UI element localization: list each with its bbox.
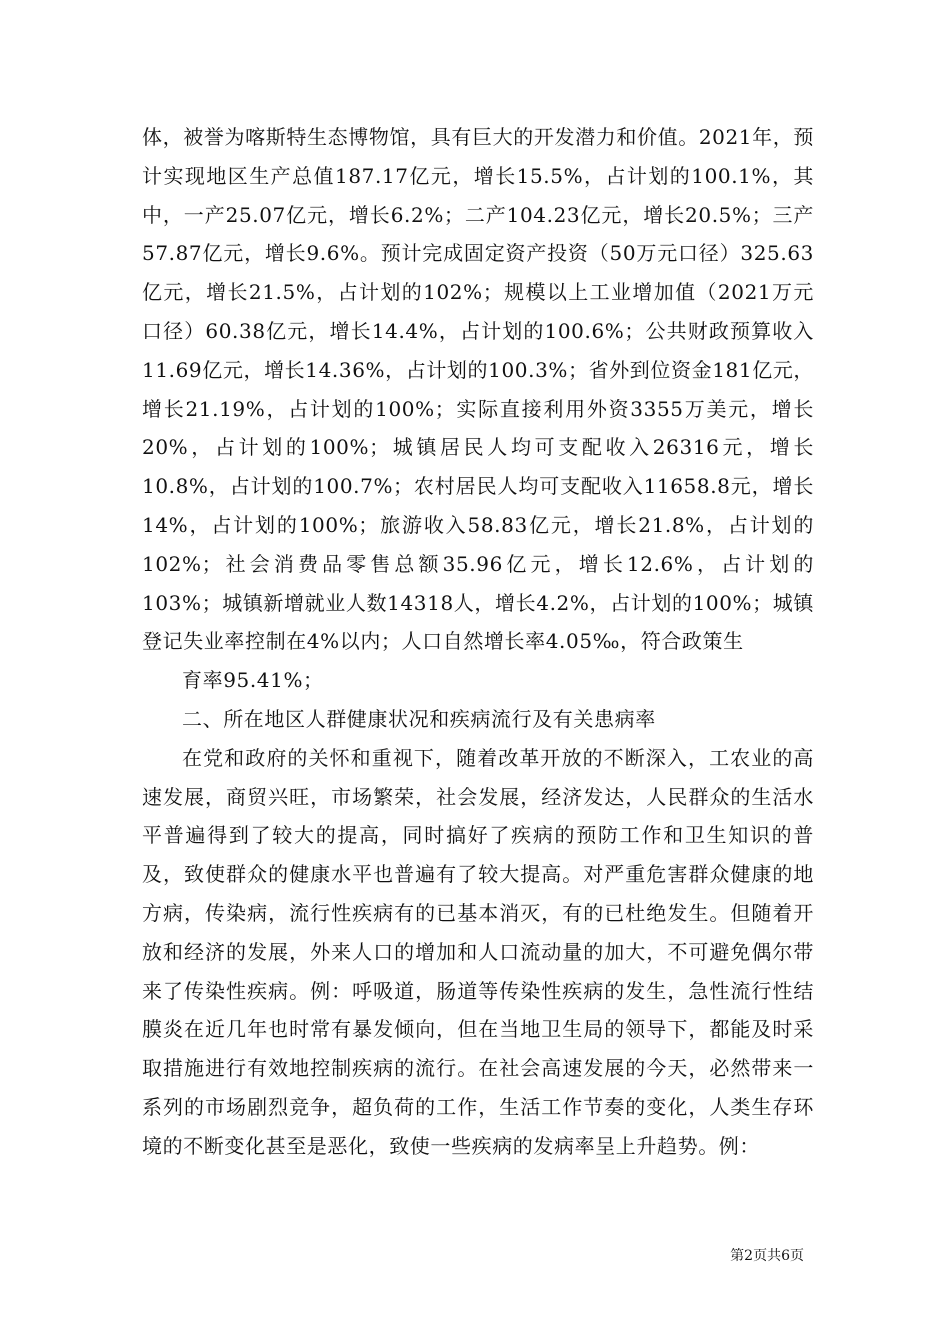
paragraph-health-status: 在党和政府的关怀和重视下，随着改革开放的不断深入，工农业的高速发展，商贸兴旺，市场繁荣，社会发展，经济发达，人民群众的生活水平普遍得到了较大的提高，同时搞好了疾病的预防工作和卫生知识的普及，致使群众的健康水平也普遍有了较大提高。对严重危害群众健康的地方病，传染病，流行性疾病有的已基本消灭，有的已杜绝发生。但随着开放和经济的发展，外来人口的增加和人口流动量的加大，不可避免偶尔带来了传染性疾病。例：呼吸道，肠道等传染性疾病的发生，急性流行性结膜炎在近几年也时常有暴发倾向，但在当地卫生局的领导下，都能及时采取措施进行有效地控制疾病的流行。在社会高速发展的今天，必然带来一系列的市场剧烈竞争，超负荷的工作，生活工作节奏的变化，人类生存环境的不断变化甚至是恶化，致使一些疾病的发病率呈上升趋势。例：: [142, 745, 814, 1158]
paragraph-birth-rate: 育率95.41%；: [182, 668, 324, 693]
document-body: [142, 118, 814, 1166]
page-number: 第2页共6页: [730, 1248, 804, 1264]
section-heading-health: 二、所在地区人群健康状况和疾病流行及有关患病率: [182, 706, 656, 731]
paragraph-economic-stats: 体，被誉为喀斯特生态博物馆，具有巨大的开发潜力和价值。2021年，预计实现地区生产总值187.17亿元，增长15.5%，占计划的100.1%，其中，一产25.07亿元，增长6.2%；二产104.23亿元，增长20.5%；三产57.87亿元，增长9.6%。预计完成固定资产投资（50万元口径）325.63亿元，增长21.5%，占计划的102%；规模以上工业增加值（2021万元口径）60.38亿元，增长14.4%，占计划的100.6%；公共财政预算收入11.69亿元，增长14.36%，占计划的100.3%；省外到位资金181亿元，增长21.19%，占计划的100%；实际直接利用外资3355万美元，增长20%，占计划的100%；城镇居民人均可支配收入26316元，增长10.8%，占计划的100.7%；农村居民人均可支配收入11658.8元，增长14%，占计划的100%；旅游收入58.83亿元，增长21.8%，占计划的102%；社会消费品零售总额35.96亿元，增长12.6%，占计划的103%；城镇新增就业人数14318人，增长4.2%，占计划的100%；城镇登记失业率控制在4%以内；人口自然增长率4.05‰，符合政策生: [142, 125, 814, 654]
